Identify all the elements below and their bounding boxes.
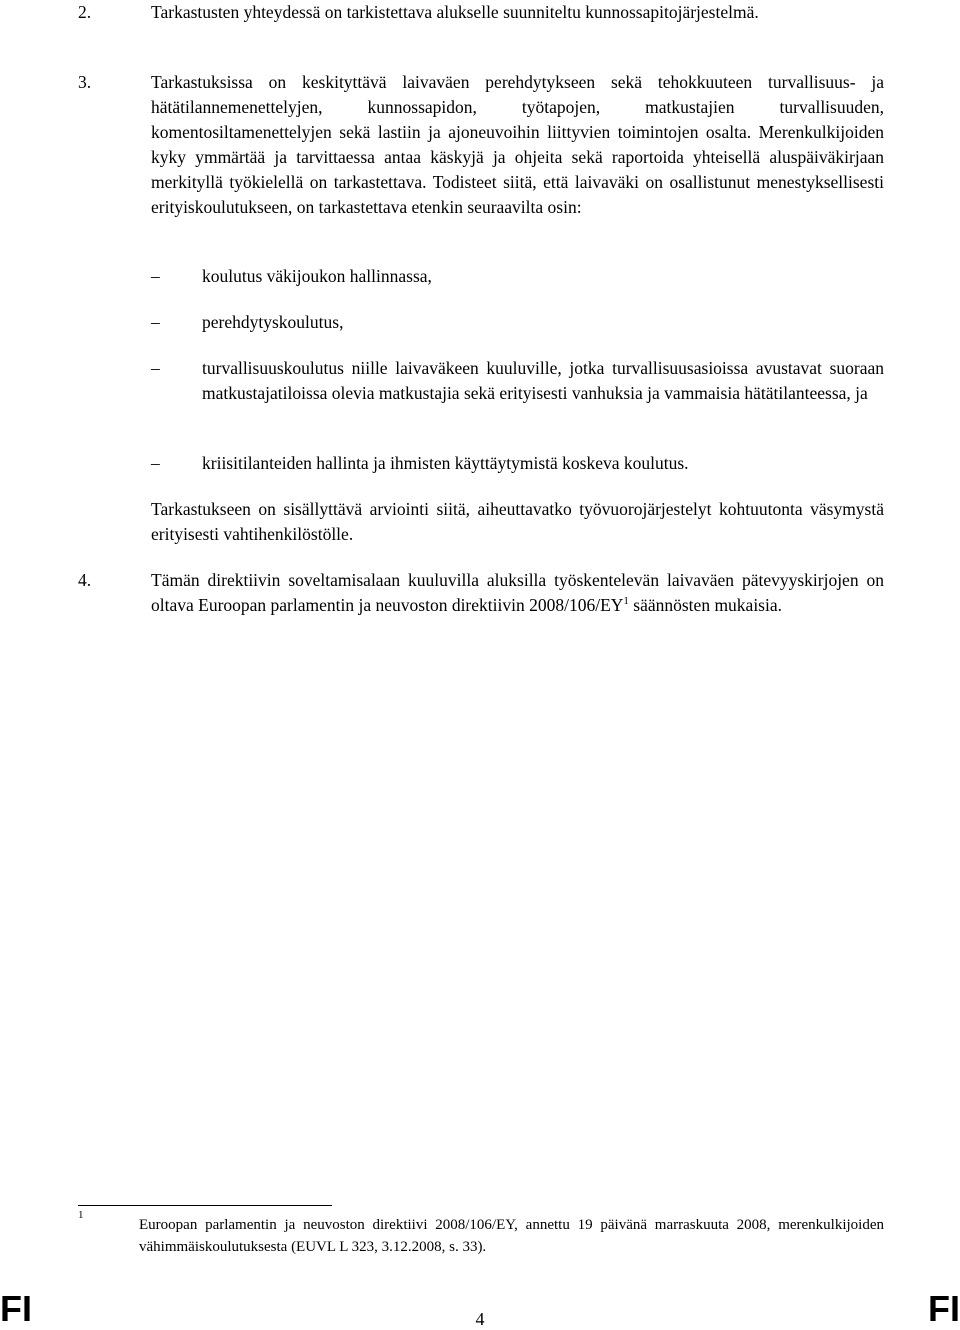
bullet-text: kriisitilanteiden hallinta ja ihmisten käyttäytymistä koskeva koulutus. [202, 453, 689, 473]
item-number: 4. [78, 570, 92, 590]
list-item [151, 451, 884, 476]
list-item [151, 264, 884, 289]
item-number: 2. [78, 2, 92, 22]
list-item [151, 356, 884, 406]
item-text [151, 568, 884, 618]
bullet-text: koulutus väkijoukon hallinnassa, [202, 266, 432, 286]
dash-marker: – [151, 358, 160, 378]
list-item-3 [78, 70, 884, 220]
item-text: Tarkastusten yhteydessä on tarkistettava alukselle suunniteltu kunnossapitojärjestelmä. [151, 2, 759, 22]
item-text-before: Tämän direktiivin soveltamisalaan kuuluvilla aluksilla työskentelevän laivaväen pätevyyskirjojen on oltava Euroopan parlamentin ja neuvoston direktiivin 2008/106/EY [151, 570, 884, 615]
language-code-right: FI [928, 1288, 960, 1329]
item-number: 3. [78, 72, 92, 92]
footnote-text: Euroopan parlamentin ja neuvoston direktiivi 2008/106/EY, annettu 19 päivänä marraskuuta 2008, merenkulkijoiden vähimmäiskoulutuksesta (EUVL L 323, 3.12.2008, s. 33). [139, 1217, 884, 1255]
bullet-text: turvallisuuskoulutus niille laivaväkeen kuuluville, jotka turvallisuusasioissa avustavat suoraan matkustajatiloissa olevia matkustajia sekä erityisesti vanhuksia ja vammaisia hätätilanteessa, ja [202, 358, 884, 403]
bullet-text: perehdytyskoulutus, [202, 312, 344, 332]
item-text-after: säännösten mukaisia. [628, 595, 782, 615]
dash-marker: – [151, 312, 160, 332]
closing-paragraph: Tarkastukseen on sisällyttävä arviointi siitä, aiheuttavatko työvuorojärjestelyt kohtuutonta väsymystä erityisesti vahtihenkilöstölle. [151, 499, 884, 544]
footnote-reference: 1 [623, 595, 629, 607]
dash-marker: – [151, 453, 160, 473]
footnote-divider [78, 1205, 332, 1206]
footnote-number: 1 [78, 1209, 84, 1221]
list-item-4 [78, 568, 884, 618]
list-item-2 [78, 0, 884, 25]
page-number: 4 [475, 1309, 485, 1329]
dash-marker: – [151, 266, 160, 286]
list-item [151, 310, 884, 335]
language-code-left: FI [0, 1288, 32, 1329]
footnote [78, 1209, 884, 1258]
item-text: Tarkastuksissa on keskityttävä laivaväen perehdytykseen sekä tehokkuuteen turvallisuus- ja hätätilannemenettelyjen, kunnossapidon, työtapojen, matkustajien turvallisuuden, komentosiltamenettelyjen sekä lastiin ja ajoneuvoihin liittyvien toimintojen osalta. Merenkulkijoiden kyky ymmärtää ja tarvittaessa antaa käskyjä ja ohjeita sekä raportoida yhteisellä aluspäiväkirjaan merkityllä työkielellä on tarkastettava. Todisteet siitä, että laivaväki on osallistunut menestyksellisesti erityiskoulutukseen, on tarkastettava etenkin seuraavilta osin: [151, 72, 884, 217]
